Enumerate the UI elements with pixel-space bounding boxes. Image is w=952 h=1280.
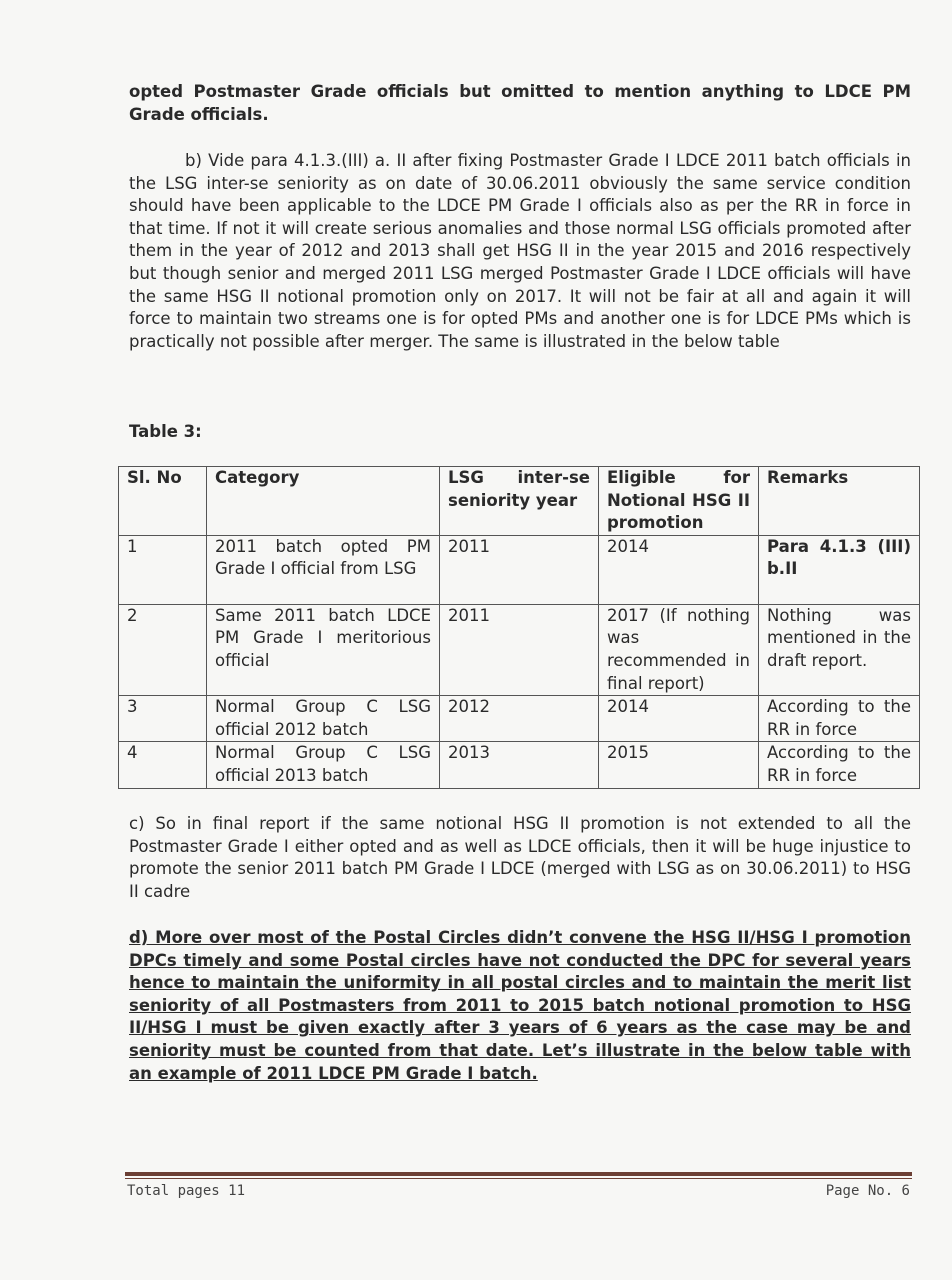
- footer-page-number: Page No. 6: [825, 1183, 910, 1199]
- footer-total-pages: Total pages 11: [127, 1183, 246, 1199]
- cell-remarks: According to the RR in force: [759, 696, 920, 742]
- header-lsg-seniority: LSG inter-se seniority year: [440, 467, 599, 536]
- paragraph-d: d) More over most of the Postal Circles didn’t convene the HSG II/HSG I promotion DPCs timely and some Postal circles have not conducted the DPC for several years hence to maintain the uniformity in all postal circles and to maintain the merit list seniority of all Postmasters from 2011 to 2015 batch notional promotion to HSG II/HSG I must be given exactly after 3 years of 6 years as the case may be and seniority must be counted from that date. Let’s illustrate in the below table with an example of 2011 LDCE PM Grade I batch.: [129, 928, 911, 1083]
- header-category: Category: [207, 467, 440, 536]
- table-row: [119, 742, 920, 788]
- footer-rule: [125, 1172, 912, 1176]
- cell-eligible: 2017 (If nothing was recommended in final report): [599, 604, 759, 695]
- cell-eligible: 2015: [599, 742, 759, 788]
- cell-remarks: Nothing was mentioned in the draft report.: [759, 604, 920, 695]
- cell-remarks: According to the RR in force: [759, 742, 920, 788]
- cell-sl: 2: [119, 604, 207, 695]
- header-sl-no: Sl. No: [119, 467, 207, 536]
- paragraph-c: c) So in final report if the same notional HSG II promotion is not extended to all the Postmaster Grade I either opted and as well as LDCE officials, then it will be huge injustice to promote the senior 2011 batch PM Grade I LDCE (merged with LSG as on 30.06.2011) to HSG II cadre: [129, 814, 911, 901]
- cell-eligible: 2014: [599, 696, 759, 742]
- cell-lsg: 2011: [440, 604, 599, 695]
- cell-category: Same 2011 batch LDCE PM Grade I meritorious official: [207, 604, 440, 695]
- cell-lsg: 2013: [440, 742, 599, 788]
- cell-lsg: 2012: [440, 696, 599, 742]
- table-row: [119, 535, 920, 604]
- cell-sl: 4: [119, 742, 207, 788]
- header-remarks: Remarks: [759, 467, 920, 536]
- cell-sl: 1: [119, 535, 207, 604]
- footer-rule-thin: [125, 1178, 912, 1179]
- paragraph-b: b) Vide para 4.1.3.(III) a. II after fixing Postmaster Grade I LDCE 2011 batch officials in the LSG inter-se seniority as on date of 30.06.2011 obviously the same service condition should have been applicable to the LDCE PM Grade I officials also as per the RR in force in that time. If not it will create serious anomalies and those normal LSG officials promoted after them in the year of 2012 and 2013 shall get HSG II in the year 2015 and 2016 respectively but though senior and merged 2011 LSG merged Postmaster Grade I LDCE officials will have the same HSG II notional promotion only on 2017. It will not be fair at all and again it will force to maintain two streams one is for opted PMs and another one is for LDCE PMs which is practically not possible after merger. The same is illustrated in the below table: [129, 151, 911, 351]
- cell-category: Normal Group C LSG official 2012 batch: [207, 696, 440, 742]
- table-3: [118, 466, 920, 789]
- table-title: Table 3:: [129, 422, 202, 441]
- table-row: [119, 696, 920, 742]
- table-row: [119, 604, 920, 695]
- intro-bold-paragraph: opted Postmaster Grade officials but omitted to mention anything to LDCE PM Grade officials.: [129, 82, 911, 124]
- cell-category: 2011 batch opted PM Grade I official from LSG: [207, 535, 440, 604]
- table-header-row: [119, 467, 920, 536]
- header-eligible-hsg: Eligible for Notional HSG II promotion: [599, 467, 759, 536]
- cell-remarks: Para 4.1.3 (III) b.II: [759, 535, 920, 604]
- cell-lsg: 2011: [440, 535, 599, 604]
- cell-eligible: 2014: [599, 535, 759, 604]
- cell-sl: 3: [119, 696, 207, 742]
- cell-category: Normal Group C LSG official 2013 batch: [207, 742, 440, 788]
